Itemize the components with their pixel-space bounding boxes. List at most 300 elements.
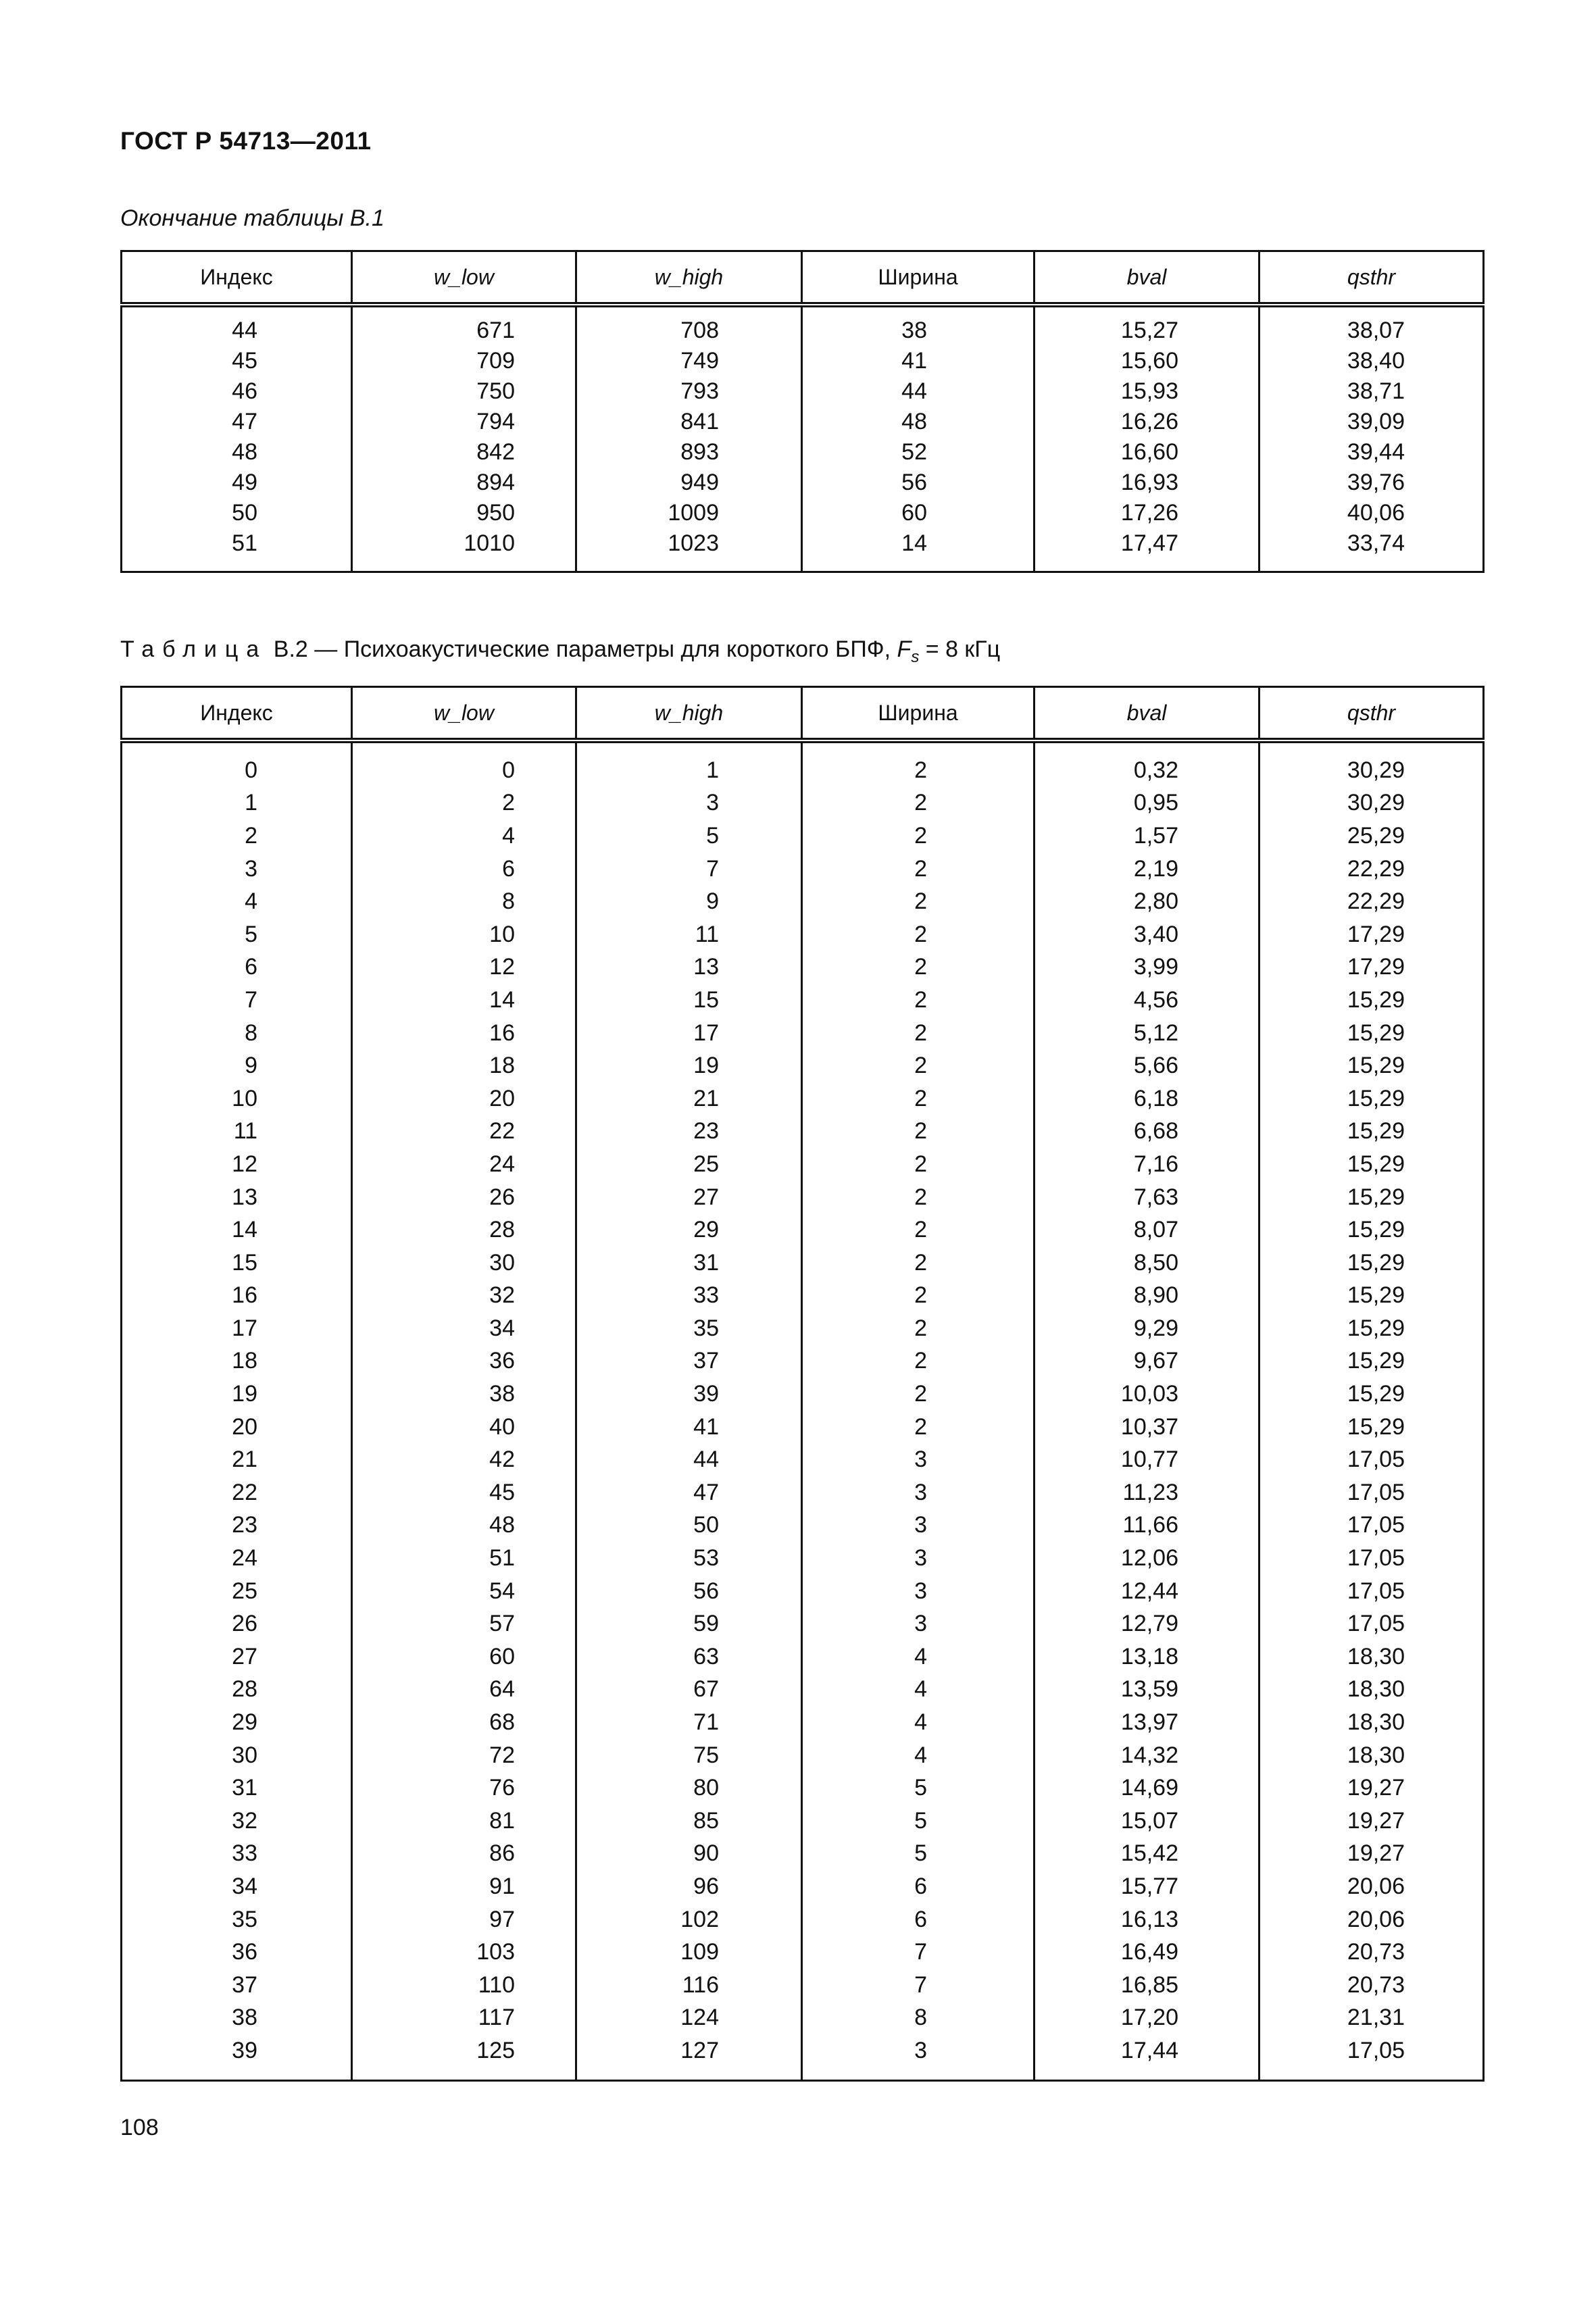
table1-caption: Окончание таблицы В.1 [120, 205, 384, 231]
cell-width [802, 376, 1034, 407]
cell-w-low-value: 48 [489, 1512, 515, 1538]
cell-bval [1034, 528, 1260, 572]
cell-index-value: 12 [232, 1151, 257, 1177]
cell-qsthr-value: 15,29 [1347, 1413, 1405, 1440]
cell-index [122, 740, 352, 787]
cell-width-value: 4 [914, 1709, 927, 1736]
cell-w-low [352, 918, 576, 951]
cell-w-high-value: 37 [693, 1348, 719, 1374]
cell-w-high-value: 56 [693, 1578, 719, 1604]
cell-index [122, 498, 352, 528]
cell-w-low-value: 894 [476, 470, 515, 495]
cell-index [122, 1674, 352, 1707]
cell-qsthr [1260, 1607, 1484, 1640]
cell-qsthr-value: 25,29 [1347, 822, 1405, 849]
cell-bval-value: 12,06 [1120, 1545, 1178, 1571]
cell-w-high-value: 53 [693, 1545, 719, 1571]
cell-w-high-value: 39 [693, 1381, 719, 1407]
cell-qsthr [1260, 918, 1484, 951]
cell-qsthr-value: 38,40 [1347, 348, 1405, 374]
cell-index-value: 13 [232, 1184, 257, 1210]
cell-w-low [352, 1411, 576, 1444]
cell-qsthr-value: 15,29 [1347, 1184, 1405, 1210]
cell-bval [1034, 1476, 1260, 1509]
cell-width-value: 2 [914, 888, 927, 915]
cell-width [802, 1903, 1034, 1936]
cell-bval [1034, 1181, 1260, 1214]
cell-index-value: 24 [232, 1545, 257, 1571]
cell-index-value: 45 [232, 348, 257, 374]
cell-index-value: 23 [232, 1512, 257, 1538]
cell-index [122, 1312, 352, 1345]
cell-w-high-value: 59 [693, 1611, 719, 1637]
cell-qsthr [1260, 305, 1484, 346]
cell-index [122, 407, 352, 437]
cell-w-low [352, 1969, 576, 2002]
table2-caption-sub: s [911, 647, 920, 666]
cell-qsthr [1260, 1805, 1484, 1838]
cell-w-low-value: 4 [502, 822, 515, 849]
table-row [122, 1542, 1484, 1575]
table-row [122, 1838, 1484, 1871]
cell-bval-value: 16,13 [1120, 1906, 1178, 1932]
cell-w-low-value: 6 [502, 855, 515, 882]
cell-w-low-value: 40 [489, 1413, 515, 1440]
table-row [122, 2034, 1484, 2080]
cell-bval [1034, 1082, 1260, 1115]
cell-bval [1034, 984, 1260, 1017]
cell-w-low [352, 1148, 576, 1181]
cell-qsthr-value: 15,29 [1347, 1249, 1405, 1276]
cell-index [122, 1378, 352, 1411]
cell-w-low [352, 1345, 576, 1378]
cell-bval [1034, 1903, 1260, 1936]
cell-w-high [576, 1640, 802, 1674]
table-row [122, 1476, 1484, 1509]
cell-w-high [576, 407, 802, 437]
cell-bval-value: 16,93 [1120, 470, 1178, 495]
cell-w-low [352, 740, 576, 787]
cell-w-low-value: 86 [489, 1840, 515, 1867]
cell-width [802, 468, 1034, 498]
cell-w-low [352, 1805, 576, 1838]
cell-index [122, 1805, 352, 1838]
header-bval: bval [1034, 251, 1260, 305]
cell-qsthr-value: 15,29 [1347, 1381, 1405, 1407]
cell-width-value: 48 [901, 409, 927, 434]
cell-qsthr-value: 17,05 [1347, 1545, 1405, 1571]
table-row [122, 1181, 1484, 1214]
cell-index [122, 1739, 352, 1772]
cell-width [802, 820, 1034, 853]
cell-bval [1034, 853, 1260, 886]
cell-width-value: 2 [914, 1315, 927, 1341]
cell-width [802, 1411, 1034, 1444]
cell-bval [1034, 1969, 1260, 2002]
cell-bval [1034, 1739, 1260, 1772]
cell-qsthr [1260, 1017, 1484, 1050]
cell-width-value: 3 [914, 1611, 927, 1637]
cell-qsthr [1260, 1936, 1484, 1969]
cell-w-high-value: 11 [695, 921, 719, 947]
cell-w-low-value: 12 [489, 954, 515, 980]
cell-w-low [352, 2002, 576, 2035]
cell-bval-value: 15,07 [1120, 1807, 1178, 1834]
cell-bval-value: 12,79 [1120, 1611, 1178, 1637]
cell-index [122, 1049, 352, 1082]
cell-w-low [352, 376, 576, 407]
table-row [122, 1443, 1484, 1476]
cell-qsthr [1260, 853, 1484, 886]
cell-index-value: 46 [232, 378, 257, 404]
cell-bval-value: 15,42 [1120, 1840, 1178, 1867]
cell-w-low [352, 1903, 576, 1936]
cell-w-high-value: 109 [680, 1939, 719, 1965]
cell-bval [1034, 407, 1260, 437]
cell-w-high-value: 124 [680, 2005, 719, 2031]
cell-w-low [352, 468, 576, 498]
cell-width-value: 2 [914, 921, 927, 947]
cell-index [122, 1903, 352, 1936]
cell-qsthr-value: 20,73 [1347, 1971, 1405, 1998]
cell-w-high [576, 820, 802, 853]
table-row [122, 1411, 1484, 1444]
cell-index [122, 1115, 352, 1149]
cell-index-value: 21 [232, 1447, 257, 1473]
cell-w-high-value: 23 [693, 1118, 719, 1145]
cell-index-value: 4 [245, 888, 257, 915]
cell-qsthr [1260, 1345, 1484, 1378]
cell-qsthr-value: 18,30 [1347, 1676, 1405, 1703]
cell-w-low-value: 14 [489, 986, 515, 1013]
cell-qsthr [1260, 1247, 1484, 1280]
cell-w-high-value: 102 [680, 1906, 719, 1932]
cell-index-value: 3 [245, 855, 257, 882]
cell-index-value: 38 [232, 2005, 257, 2031]
cell-w-high [576, 787, 802, 820]
cell-w-high [576, 740, 802, 787]
cell-index-value: 15 [232, 1249, 257, 1276]
cell-w-low-value: 28 [489, 1217, 515, 1243]
cell-w-high-value: 90 [693, 1840, 719, 1867]
cell-w-high [576, 1706, 802, 1739]
table-row [122, 1903, 1484, 1936]
cell-bval [1034, 1345, 1260, 1378]
table-row [122, 820, 1484, 853]
cell-w-low [352, 1476, 576, 1509]
cell-qsthr-value: 17,05 [1347, 1578, 1405, 1604]
table-row [122, 1936, 1484, 1969]
cell-index [122, 885, 352, 918]
cell-width [802, 407, 1034, 437]
cell-index-value: 6 [245, 954, 257, 980]
cell-qsthr [1260, 2002, 1484, 2035]
header-index: Индекс [122, 687, 352, 741]
cell-w-low-value: 18 [489, 1053, 515, 1079]
table-row [122, 740, 1484, 787]
cell-bval [1034, 1607, 1260, 1640]
cell-w-high [576, 1771, 802, 1805]
cell-width [802, 1739, 1034, 1772]
cell-width-value: 52 [901, 439, 927, 465]
cell-index-value: 0 [245, 757, 257, 783]
cell-width-value: 38 [901, 318, 927, 343]
cell-width-value: 7 [914, 1939, 927, 1965]
cell-qsthr [1260, 468, 1484, 498]
cell-bval-value: 14,32 [1120, 1742, 1178, 1768]
cell-w-low-value: 81 [489, 1807, 515, 1834]
cell-w-high-value: 19 [693, 1053, 719, 1079]
cell-w-low [352, 1049, 576, 1082]
cell-bval [1034, 468, 1260, 498]
cell-index-value: 35 [232, 1906, 257, 1932]
cell-index-value: 36 [232, 1939, 257, 1965]
cell-index [122, 1706, 352, 1739]
cell-bval [1034, 885, 1260, 918]
cell-w-high [576, 2034, 802, 2080]
cell-w-high [576, 346, 802, 376]
table-row [122, 1640, 1484, 1674]
table-row [122, 1247, 1484, 1280]
cell-width-value: 3 [914, 1545, 927, 1571]
cell-qsthr-value: 15,29 [1347, 1315, 1405, 1341]
cell-qsthr-value: 18,30 [1347, 1643, 1405, 1669]
cell-width-value: 7 [914, 1971, 927, 1998]
cell-w-high-value: 793 [680, 378, 719, 404]
cell-bval-value: 2,80 [1133, 888, 1178, 915]
cell-qsthr [1260, 885, 1484, 918]
cell-w-low-value: 38 [489, 1381, 515, 1407]
table-b2 [120, 686, 1485, 2082]
cell-w-high [576, 918, 802, 951]
cell-index [122, 1181, 352, 1214]
cell-width-value: 2 [914, 1053, 927, 1079]
cell-bval-value: 12,44 [1120, 1578, 1178, 1604]
cell-qsthr [1260, 1542, 1484, 1575]
cell-width-value: 2 [914, 1282, 927, 1309]
cell-qsthr-value: 17,29 [1347, 921, 1405, 947]
cell-w-low-value: 16 [489, 1020, 515, 1046]
cell-w-low-value: 42 [489, 1447, 515, 1473]
cell-qsthr [1260, 1870, 1484, 1903]
cell-w-high-value: 29 [693, 1217, 719, 1243]
cell-w-low [352, 1247, 576, 1280]
cell-w-low-value: 20 [489, 1085, 515, 1111]
cell-bval-value: 10,77 [1120, 1447, 1178, 1473]
table-row [122, 1771, 1484, 1805]
cell-w-low [352, 1280, 576, 1313]
table-row [122, 1280, 1484, 1313]
cell-w-high [576, 984, 802, 1017]
cell-qsthr [1260, 984, 1484, 1017]
cell-w-low-value: 68 [489, 1709, 515, 1736]
cell-w-high-value: 1009 [668, 500, 719, 526]
cell-width-value: 2 [914, 1381, 927, 1407]
cell-bval [1034, 1575, 1260, 1608]
table2-caption-text: В.2 — Психоакустические параметры для короткого БПФ, [273, 636, 891, 662]
table-b1-end [120, 250, 1485, 573]
cell-width [802, 951, 1034, 984]
cell-width-value: 5 [914, 1775, 927, 1801]
cell-w-low-value: 794 [476, 409, 515, 434]
cell-w-high [576, 1049, 802, 1082]
cell-w-high-value: 749 [680, 348, 719, 374]
cell-w-low [352, 1575, 576, 1608]
cell-w-high-value: 44 [693, 1447, 719, 1473]
cell-index-value: 47 [232, 409, 257, 434]
cell-bval [1034, 2002, 1260, 2035]
cell-width [802, 2002, 1034, 2035]
cell-qsthr-value: 15,29 [1347, 1348, 1405, 1374]
cell-width-value: 6 [914, 1906, 927, 1932]
cell-w-high [576, 468, 802, 498]
cell-width [802, 1674, 1034, 1707]
cell-bval [1034, 918, 1260, 951]
cell-w-low-value: 72 [489, 1742, 515, 1768]
cell-w-low [352, 853, 576, 886]
cell-index [122, 1838, 352, 1871]
cell-bval [1034, 1411, 1260, 1444]
cell-width [802, 305, 1034, 346]
header-bval: bval [1034, 687, 1260, 741]
cell-w-high-value: 5 [706, 822, 719, 849]
cell-index [122, 1148, 352, 1181]
cell-width [802, 1280, 1034, 1313]
cell-bval [1034, 951, 1260, 984]
cell-index [122, 951, 352, 984]
cell-index-value: 50 [232, 500, 257, 526]
cell-w-high [576, 1476, 802, 1509]
cell-width [802, 437, 1034, 468]
cell-w-low-value: 103 [476, 1939, 515, 1965]
cell-index [122, 1771, 352, 1805]
cell-bval [1034, 1115, 1260, 1149]
cell-w-low [352, 407, 576, 437]
cell-w-low [352, 1378, 576, 1411]
cell-w-low [352, 305, 576, 346]
cell-w-low-value: 671 [476, 318, 515, 343]
cell-qsthr-value: 30,29 [1347, 757, 1405, 783]
table2-caption [120, 636, 1000, 667]
cell-width-value: 2 [914, 1249, 927, 1276]
cell-qsthr [1260, 1771, 1484, 1805]
cell-bval-value: 17,47 [1120, 530, 1178, 556]
cell-bval-value: 0,95 [1133, 790, 1178, 816]
cell-index-value: 27 [232, 1643, 257, 1669]
cell-index [122, 1247, 352, 1280]
cell-width-value: 2 [914, 1413, 927, 1440]
cell-bval-value: 11,23 [1122, 1479, 1178, 1505]
cell-bval-value: 8,90 [1133, 1282, 1178, 1309]
cell-w-low-value: 0 [502, 757, 515, 783]
cell-w-low [352, 1509, 576, 1542]
cell-index [122, 1443, 352, 1476]
cell-w-low-value: 750 [476, 378, 515, 404]
cell-w-low-value: 8 [502, 888, 515, 915]
cell-index-value: 33 [232, 1840, 257, 1867]
cell-w-high [576, 1148, 802, 1181]
cell-qsthr-value: 18,30 [1347, 1709, 1405, 1736]
cell-w-low-value: 57 [489, 1611, 515, 1637]
cell-index [122, 853, 352, 886]
cell-index [122, 1640, 352, 1674]
cell-w-high-value: 15 [693, 986, 719, 1013]
cell-bval [1034, 305, 1260, 346]
cell-qsthr-value: 40,06 [1347, 500, 1405, 526]
cell-index-value: 29 [232, 1709, 257, 1736]
table-row [122, 1706, 1484, 1739]
table-row [122, 918, 1484, 951]
cell-index-value: 31 [232, 1775, 257, 1801]
cell-width [802, 885, 1034, 918]
cell-w-high [576, 376, 802, 407]
cell-w-high-value: 96 [693, 1873, 719, 1899]
cell-index-value: 18 [232, 1348, 257, 1374]
cell-qsthr-value: 17,05 [1347, 2037, 1405, 2063]
cell-width-value: 2 [914, 1217, 927, 1243]
cell-width [802, 740, 1034, 787]
header-qsthr: qsthr [1260, 687, 1484, 741]
cell-w-high [576, 305, 802, 346]
cell-w-low-value: 51 [489, 1545, 515, 1571]
cell-w-high [576, 437, 802, 468]
table-row [122, 376, 1484, 407]
cell-bval [1034, 1148, 1260, 1181]
cell-qsthr [1260, 1148, 1484, 1181]
cell-index-value: 9 [245, 1053, 257, 1079]
table-row [122, 1049, 1484, 1082]
cell-w-low [352, 1082, 576, 1115]
cell-w-high-value: 27 [693, 1184, 719, 1210]
cell-bval [1034, 820, 1260, 853]
cell-qsthr-value: 21,31 [1347, 2005, 1405, 2031]
cell-w-high-value: 116 [682, 1971, 719, 1998]
cell-bval [1034, 1838, 1260, 1871]
cell-w-low-value: 110 [478, 1971, 515, 1998]
cell-bval [1034, 346, 1260, 376]
cell-width [802, 1181, 1034, 1214]
cell-qsthr-value: 30,29 [1347, 790, 1405, 816]
cell-w-high [576, 1280, 802, 1313]
cell-bval [1034, 1443, 1260, 1476]
cell-index [122, 1870, 352, 1903]
cell-width-value: 2 [914, 986, 927, 1013]
cell-bval-value: 15,60 [1120, 348, 1178, 374]
cell-width-value: 6 [914, 1873, 927, 1899]
table-row [122, 1969, 1484, 2002]
cell-bval-value: 15,77 [1120, 1873, 1178, 1899]
cell-bval-value: 17,26 [1120, 500, 1178, 526]
cell-qsthr-value: 15,29 [1347, 1282, 1405, 1309]
cell-w-low [352, 1706, 576, 1739]
cell-width [802, 346, 1034, 376]
cell-qsthr-value: 20,06 [1347, 1906, 1405, 1932]
cell-w-low [352, 820, 576, 853]
cell-bval-value: 13,59 [1120, 1676, 1178, 1703]
cell-index [122, 1280, 352, 1313]
table-row [122, 498, 1484, 528]
cell-qsthr-value: 17,05 [1347, 1447, 1405, 1473]
cell-width-value: 2 [914, 1085, 927, 1111]
cell-w-high-value: 893 [680, 439, 719, 465]
cell-qsthr [1260, 1903, 1484, 1936]
cell-w-high-value: 47 [693, 1479, 719, 1505]
cell-w-high [576, 498, 802, 528]
cell-w-low [352, 1542, 576, 1575]
cell-index-value: 32 [232, 1807, 257, 1834]
cell-width-value: 44 [901, 378, 927, 404]
cell-qsthr [1260, 1838, 1484, 1871]
